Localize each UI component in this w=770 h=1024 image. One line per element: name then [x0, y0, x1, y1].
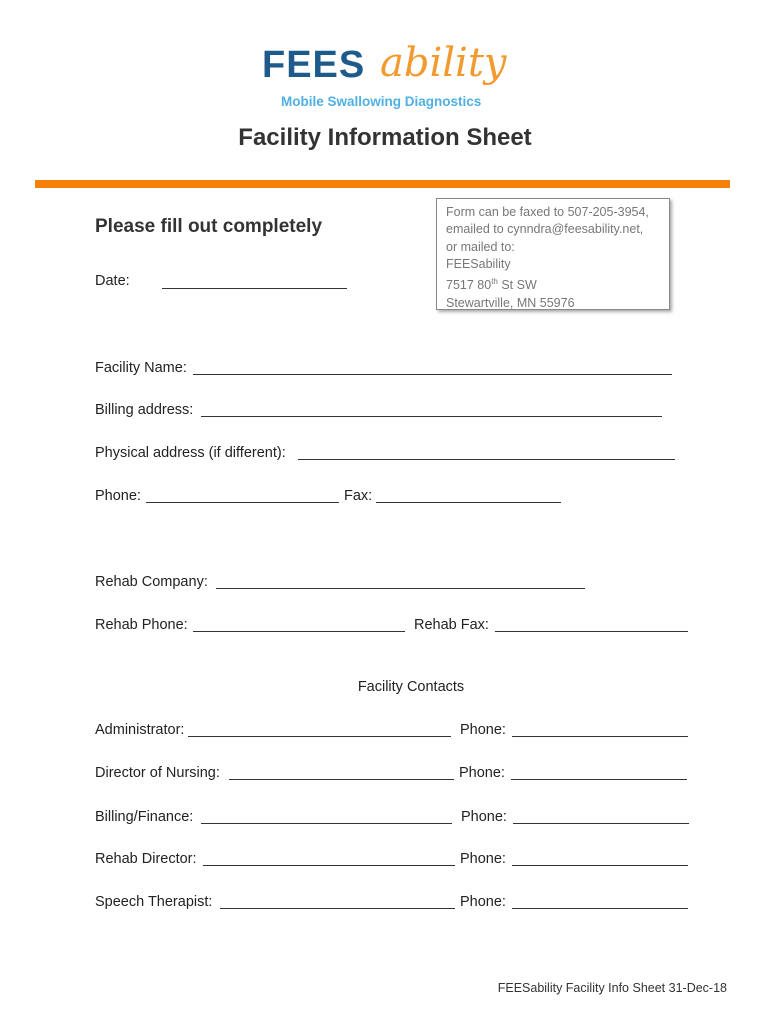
info-line: emailed to cynndra@feesability.net,: [446, 222, 644, 237]
info-line-address: [446, 273, 669, 294]
administrator-phone-label: Phone:: [460, 722, 506, 738]
date-label: Date:: [95, 273, 130, 289]
director-of-nursing-label: Director of Nursing:: [95, 765, 220, 781]
info-line: Stewartville, MN 55976: [446, 295, 575, 310]
rehab-fax-label: Rehab Fax:: [414, 617, 489, 633]
rehab-director-label: Rehab Director:: [95, 851, 197, 867]
fax-field[interactable]: [376, 502, 561, 503]
info-line: FEESability: [446, 256, 511, 271]
rehab-company-label: Rehab Company:: [95, 574, 208, 590]
administrator-label: Administrator:: [95, 722, 185, 738]
director-of-nursing-field[interactable]: [229, 779, 454, 780]
rehab-company-field[interactable]: [216, 588, 585, 589]
page-title: Facility Information Sheet: [238, 124, 532, 151]
phone-label: Phone:: [95, 488, 141, 504]
physical-address-label: Physical address (if different):: [95, 445, 286, 461]
rehab-director-phone-label: Phone:: [460, 851, 506, 867]
facility-name-label: Facility Name:: [95, 360, 187, 376]
info-street-name: St SW: [497, 278, 537, 293]
info-street-number: 7517 80: [446, 278, 492, 293]
director-of-nursing-phone-field[interactable]: [511, 779, 687, 780]
rehab-phone-field[interactable]: [193, 631, 405, 632]
rehab-director-field[interactable]: [203, 865, 455, 866]
logo-tagline: Mobile Swallowing Diagnostics: [281, 94, 482, 109]
billing-finance-field[interactable]: [201, 823, 452, 824]
contact-info-box: [436, 198, 670, 310]
logo-fees-text: FEES: [262, 44, 366, 86]
fax-label: Fax:: [344, 488, 373, 504]
director-of-nursing-phone-label: Phone:: [459, 765, 505, 781]
speech-therapist-label: Speech Therapist:: [95, 894, 213, 910]
info-line: or mailed to:: [446, 239, 515, 254]
facility-name-field[interactable]: [193, 374, 672, 375]
speech-therapist-phone-field[interactable]: [512, 908, 688, 909]
rehab-fax-field[interactable]: [495, 631, 688, 632]
date-field[interactable]: [162, 288, 347, 289]
rehab-director-phone-field[interactable]: [512, 865, 688, 866]
billing-address-field[interactable]: [201, 416, 662, 417]
logo-ability-text: ability: [380, 40, 507, 86]
info-line: Form can be faxed to 507-205-3954,: [446, 205, 649, 219]
contacts-heading: Facility Contacts: [357, 679, 465, 695]
speech-therapist-phone-label: Phone:: [460, 894, 506, 910]
physical-address-field[interactable]: [298, 459, 675, 460]
info-street-suffix: th: [491, 277, 498, 287]
billing-finance-phone-label: Phone:: [461, 809, 507, 825]
billing-finance-label: Billing/Finance:: [95, 809, 194, 825]
billing-address-label: Billing address:: [95, 402, 194, 418]
administrator-phone-field[interactable]: [512, 736, 688, 737]
speech-therapist-field[interactable]: [220, 908, 455, 909]
phone-field[interactable]: [146, 502, 339, 503]
header-divider: [35, 180, 730, 188]
instructions-heading: Please fill out completely: [95, 216, 323, 237]
administrator-field[interactable]: [188, 736, 451, 737]
page-footer: FEESability Facility Info Sheet 31-Dec-18: [497, 981, 727, 995]
billing-finance-phone-field[interactable]: [513, 823, 689, 824]
rehab-phone-label: Rehab Phone:: [95, 617, 188, 633]
